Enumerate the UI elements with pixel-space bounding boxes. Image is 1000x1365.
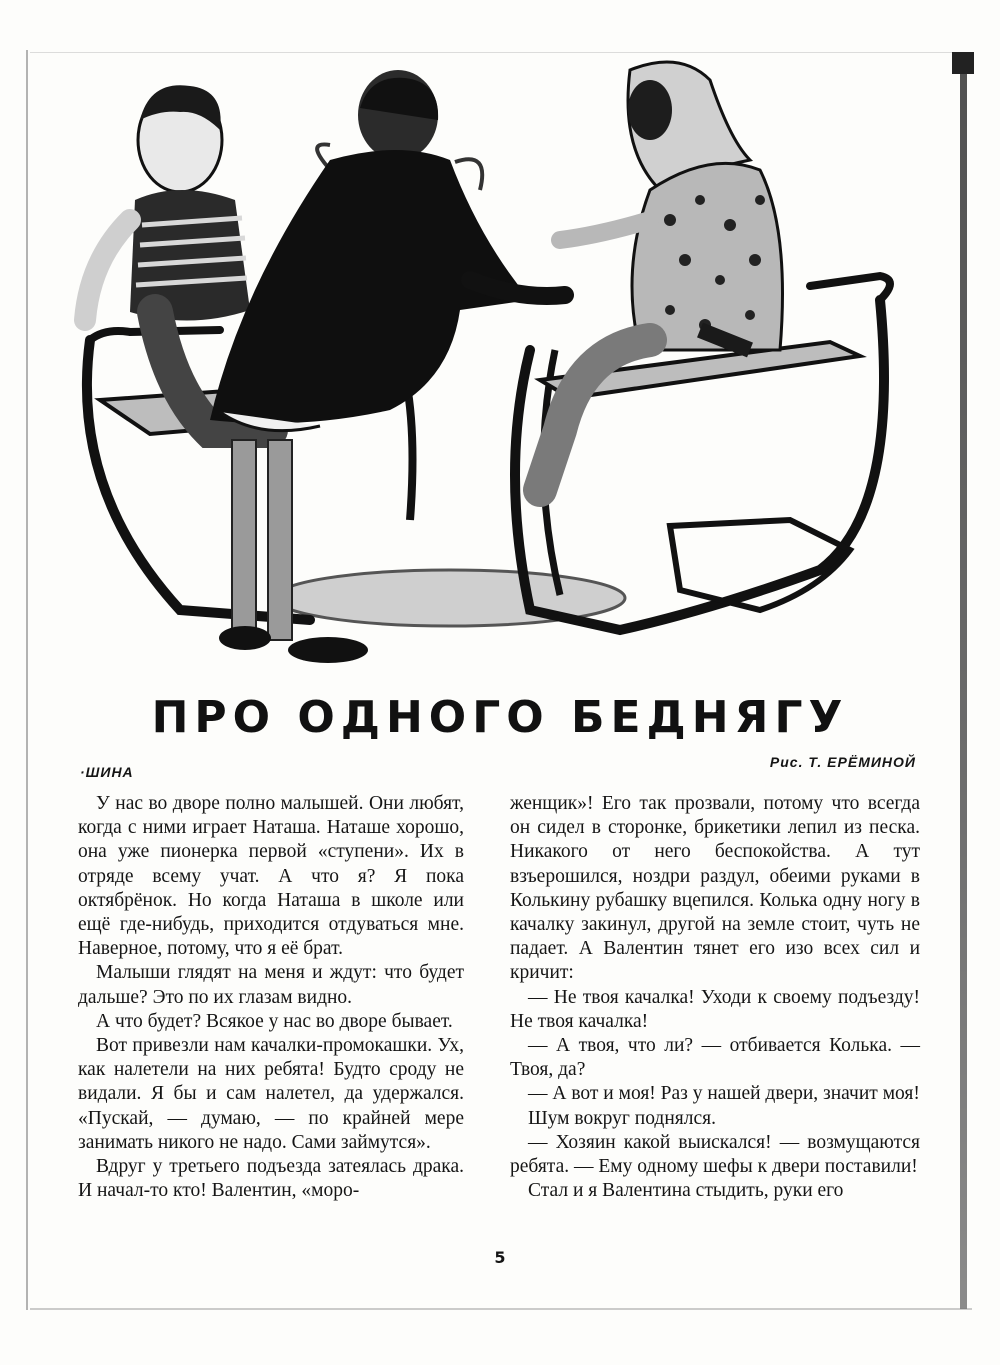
paragraph: А что будет? Всякое у нас во дворе бывает. [96, 1010, 453, 1032]
paragraph: Вот привезли нам качалки-промокашки. Ух, как налетели на них ребята! Будто сроду не видали. Я бы и сам налетел, да удержался. «Пускай, — думаю, — по крайней мере занимать никого не надо. Сами займутся». [78, 1035, 464, 1153]
illustration-drawing [60, 50, 940, 690]
illustration-children-on-rocking-swing [60, 50, 940, 690]
illustration-credit: Рис. Т. ЕРЁМИНОЙ [769, 754, 916, 770]
page-corner-mark [952, 52, 974, 74]
paragraph: — Не твоя качалка! Уходи к своему подъезду! Не твоя качалка! [510, 986, 920, 1032]
figure-girl-headscarf [540, 62, 783, 490]
page-left-edge [26, 50, 36, 1310]
paragraph: У нас во дворе полно малышей. Они любят, когда с ними играет Наташа. Наташе хорошо, она уже пионерка первой «ступени». Их в отряде всему учат. А что я? Я пока октябрёнок. Но когда Наташа в школе или ещё где-нибудь, приходится отдуваться мне. Наверное, потому, что я её брат. [78, 793, 464, 960]
author-name: ·ШИНА [80, 764, 134, 780]
page-number: 5 [494, 1248, 506, 1267]
text-column-right [510, 792, 920, 1203]
paragraph: — А вот и моя! Раз у нашей двери, значит моя! [528, 1083, 920, 1105]
paragraph: Малыши глядят на меня и ждут: что будет дальше? Это по их глазам видно. [78, 962, 464, 1008]
paragraph-continued: женщик»! Его так прозвали, потому что всегда он сидел в сторонке, брикетики лепил из песка. Никакого от него беспокойства. А тут взъерошился, ноздри раздул, обеими руками в Колькину рубашку вцепился. Колька одну ногу в качалку закинул, другой на земле стоит, чуть не падает. А Валентин тянет его изо всех сил и кричит: [510, 793, 920, 984]
paragraph: — Хозяин какой выискался! — возмущаются ребята. — Ему одному шефы к двери поставили! [510, 1131, 920, 1178]
text-column-left [78, 792, 464, 1203]
paragraph: Стал и я Валентина стыдить, руки его [528, 1180, 844, 1202]
paragraph: Вдруг у третьего подъезда затеялась драка. И начал-то кто! Валентин, «моро- [78, 1156, 464, 1202]
paragraph: — А твоя, что ли? — отбивается Колька. — Твоя, да? [510, 1035, 920, 1081]
page-bottom-edge [30, 1308, 972, 1310]
paragraph: Шум вокруг поднялся. [528, 1107, 716, 1129]
article-title: ПРО ОДНОГО БЕДНЯГУ [151, 692, 849, 743]
